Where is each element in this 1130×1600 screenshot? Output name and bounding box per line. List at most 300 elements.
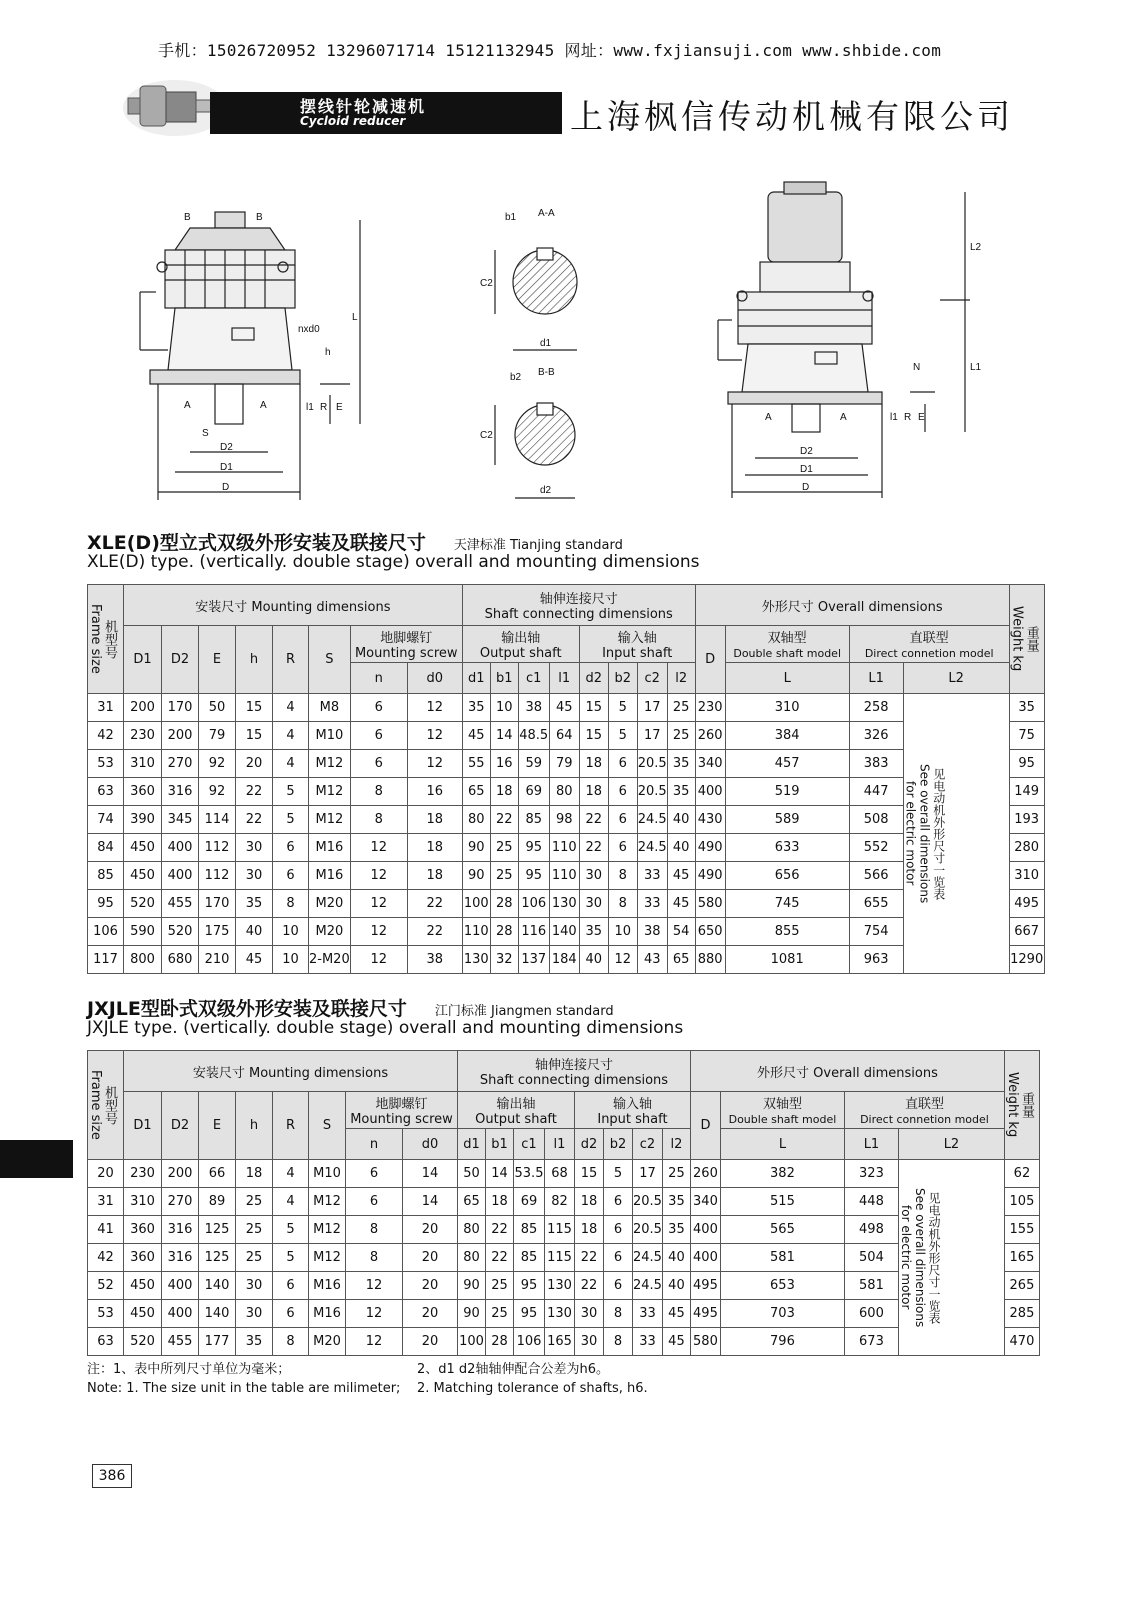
table-row bbox=[88, 1328, 1040, 1356]
table-cell: 22 bbox=[579, 834, 608, 862]
table-cell: 30 bbox=[579, 862, 608, 890]
table-cell: 35 bbox=[236, 890, 273, 918]
table-cell: 18 bbox=[407, 806, 462, 834]
col-R bbox=[273, 626, 309, 694]
table-cell: 390 bbox=[124, 806, 162, 834]
col-D-label: D bbox=[700, 1118, 711, 1133]
table-cell: 80 bbox=[458, 1216, 486, 1244]
table-cell: 15 bbox=[575, 1160, 604, 1188]
table-cell: 360 bbox=[124, 778, 162, 806]
table-cell: 20.5 bbox=[637, 750, 667, 778]
table-cell: 42 bbox=[88, 1244, 124, 1272]
table-row bbox=[88, 694, 1045, 722]
table-cell: 8 bbox=[273, 890, 309, 918]
col-S bbox=[309, 626, 351, 694]
weight-cn: 重量 bbox=[1018, 1091, 1034, 1118]
table-cell: 12 bbox=[350, 890, 407, 918]
table-cell: 495 bbox=[1009, 890, 1044, 918]
table-row bbox=[88, 778, 1045, 806]
table-cell: 115 bbox=[545, 1216, 575, 1244]
table-cell: 30 bbox=[236, 1272, 273, 1300]
table-cell: 4 bbox=[273, 750, 309, 778]
table-cell: 18 bbox=[407, 862, 462, 890]
table-cell: 130 bbox=[549, 890, 579, 918]
product-title: 摆线针轮减速机 bbox=[300, 97, 427, 116]
table-cell: 703 bbox=[720, 1300, 844, 1328]
col-n bbox=[350, 663, 407, 694]
table-cell: 10 bbox=[273, 918, 309, 946]
table-cell: 6 bbox=[273, 862, 309, 890]
table-cell: 20 bbox=[88, 1160, 124, 1188]
table-cell: 323 bbox=[844, 1160, 898, 1188]
table-cell: 110 bbox=[549, 862, 579, 890]
table-cell: 519 bbox=[725, 778, 849, 806]
col-d2 bbox=[579, 663, 608, 694]
double-cn: 双轴型 bbox=[762, 1097, 802, 1112]
table-cell: 25 bbox=[667, 694, 695, 722]
table-cell: 66 bbox=[199, 1160, 236, 1188]
table-cell: 4 bbox=[273, 722, 309, 750]
table-cell: 63 bbox=[88, 778, 124, 806]
table-cell: 6 bbox=[608, 834, 637, 862]
table-cell: 31 bbox=[88, 694, 124, 722]
label-E-right: E bbox=[918, 412, 925, 423]
table-cell: 17 bbox=[637, 722, 667, 750]
table-cell: 40 bbox=[662, 1272, 690, 1300]
table-cell: 35 bbox=[462, 694, 490, 722]
col-S bbox=[309, 1092, 346, 1160]
table-cell: 18 bbox=[579, 778, 608, 806]
table-cell: 170 bbox=[162, 694, 199, 722]
shaft-group-header bbox=[458, 1051, 691, 1092]
table-cell: M20 bbox=[309, 918, 351, 946]
col-E bbox=[199, 1092, 236, 1160]
output-en: Output shaft bbox=[479, 646, 562, 661]
table-cell: 35 bbox=[1009, 694, 1044, 722]
table-cell: 62 bbox=[1004, 1160, 1039, 1188]
weight-header bbox=[1009, 585, 1044, 694]
table-cell: 8 bbox=[346, 1216, 403, 1244]
table-cell: 310 bbox=[725, 694, 849, 722]
table-cell: 1290 bbox=[1009, 946, 1044, 974]
output-en: Output shaft bbox=[475, 1112, 557, 1127]
col-D1-label: D1 bbox=[133, 652, 152, 667]
table-cell: 12 bbox=[407, 750, 462, 778]
col-d1 bbox=[458, 1129, 486, 1160]
table-cell: 65 bbox=[667, 946, 695, 974]
table-cell: 12 bbox=[608, 946, 637, 974]
table-row bbox=[88, 1300, 1040, 1328]
table-cell: 52 bbox=[88, 1272, 124, 1300]
table-cell: 22 bbox=[486, 1244, 514, 1272]
table-cell: 140 bbox=[549, 918, 579, 946]
table-cell: M10 bbox=[309, 1160, 346, 1188]
table-cell: 230 bbox=[124, 722, 162, 750]
table-cell: 656 bbox=[725, 862, 849, 890]
table-cell: 200 bbox=[162, 1160, 199, 1188]
label-h: h bbox=[325, 347, 331, 358]
section1-subtitle: XLE(D) type. (vertically. double stage) overall and mounting dimensions bbox=[87, 552, 700, 572]
weight-en: Weight kg bbox=[1004, 1072, 1020, 1138]
table-cell: 95 bbox=[514, 1272, 545, 1300]
frame-header bbox=[88, 585, 124, 694]
table-cell: 40 bbox=[579, 946, 608, 974]
table-cell: M16 bbox=[309, 834, 351, 862]
table-cell: 5 bbox=[608, 722, 637, 750]
motor-note-en2: for electric motor bbox=[898, 1205, 913, 1310]
frame-cn: 机型号 bbox=[102, 1085, 117, 1125]
table-cell: M12 bbox=[309, 1244, 346, 1272]
table-cell: 400 bbox=[162, 862, 199, 890]
table-row bbox=[88, 1216, 1040, 1244]
table-cell: 5 bbox=[273, 806, 309, 834]
table-cell: 565 bbox=[720, 1216, 844, 1244]
col-R bbox=[273, 1092, 309, 1160]
table-cell: M12 bbox=[309, 806, 351, 834]
col-L2-label: L2 bbox=[943, 1136, 960, 1152]
table-cell: 43 bbox=[637, 946, 667, 974]
table-cell: 24.5 bbox=[633, 1272, 663, 1300]
table-cell: 10 bbox=[273, 946, 309, 974]
table-cell: 130 bbox=[545, 1272, 575, 1300]
section1-title-text: XLE(D)型立式双级外形安装及联接尺寸 bbox=[87, 532, 426, 554]
table-cell: 12 bbox=[346, 1272, 403, 1300]
table-cell: 20.5 bbox=[633, 1188, 663, 1216]
table-cell: 35 bbox=[667, 750, 695, 778]
col-L-label: L bbox=[783, 670, 791, 686]
table-cell: 140 bbox=[199, 1272, 236, 1300]
table-cell: 495 bbox=[690, 1300, 720, 1328]
motor-note-cell bbox=[903, 694, 1009, 974]
weight-header bbox=[1004, 1051, 1039, 1160]
table-cell: 580 bbox=[690, 1328, 720, 1356]
section1-standard: 天津标准 Tianjing standard bbox=[453, 538, 623, 553]
table-cell: 345 bbox=[162, 806, 199, 834]
table-cell: 6 bbox=[604, 1188, 633, 1216]
table-cell: 114 bbox=[199, 806, 236, 834]
table-cell: 89 bbox=[199, 1188, 236, 1216]
table-cell: 581 bbox=[720, 1244, 844, 1272]
label-b2: b2 bbox=[510, 372, 522, 383]
table-cell: 98 bbox=[549, 806, 579, 834]
table-cell: 6 bbox=[350, 722, 407, 750]
table-cell: 125 bbox=[199, 1216, 236, 1244]
table-cell: 95 bbox=[514, 1300, 545, 1328]
col-l1-label: l1 bbox=[553, 1136, 566, 1152]
table-cell: 130 bbox=[462, 946, 490, 974]
table-cell: 63 bbox=[88, 1328, 124, 1356]
table-cell: 69 bbox=[514, 1188, 545, 1216]
table-cell: 53 bbox=[88, 750, 124, 778]
table-cell: 455 bbox=[162, 1328, 199, 1356]
table-cell: 95 bbox=[1009, 750, 1044, 778]
table-cell: 28 bbox=[486, 1328, 514, 1356]
direct-cn: 直联型 bbox=[904, 1097, 944, 1112]
table-cell: 6 bbox=[608, 806, 637, 834]
table-cell: 68 bbox=[545, 1160, 575, 1188]
table-cell: 79 bbox=[549, 750, 579, 778]
col-l1 bbox=[545, 1129, 575, 1160]
col-L bbox=[725, 663, 849, 694]
label-A-A: A-A bbox=[538, 208, 555, 219]
col-c2-label: c2 bbox=[639, 1136, 656, 1152]
table-cell: 552 bbox=[849, 834, 903, 862]
table-cell: 28 bbox=[490, 890, 518, 918]
table-cell: 106 bbox=[514, 1328, 545, 1356]
col-L1-label: L1 bbox=[863, 1136, 880, 1152]
table-cell: 95 bbox=[518, 834, 549, 862]
double-cn: 双轴型 bbox=[767, 631, 807, 646]
table-cell: 8 bbox=[604, 1328, 633, 1356]
section2-title-text: JXJLE型卧式双级外形安装及联接尺寸 bbox=[87, 998, 407, 1020]
table-cell: 35 bbox=[667, 778, 695, 806]
table-cell: 41 bbox=[88, 1216, 124, 1244]
col-d0 bbox=[403, 1129, 458, 1160]
label-A-right: A bbox=[765, 412, 772, 423]
table-cell: 53 bbox=[88, 1300, 124, 1328]
input-cn: 输入轴 bbox=[612, 1097, 652, 1112]
company-box bbox=[562, 88, 1052, 136]
table-cell: 653 bbox=[720, 1272, 844, 1300]
table-row bbox=[88, 834, 1045, 862]
title-banner bbox=[210, 92, 1050, 134]
table-cell: 580 bbox=[695, 890, 725, 918]
table-cell: 310 bbox=[1009, 862, 1044, 890]
weight-en: Weight kg bbox=[1009, 606, 1025, 672]
table-cell: 90 bbox=[458, 1272, 486, 1300]
screw-header bbox=[350, 626, 462, 663]
table-cell: 112 bbox=[199, 862, 236, 890]
col-l1 bbox=[549, 663, 579, 694]
label-l1: l1 bbox=[306, 402, 314, 413]
table-cell: 35 bbox=[579, 918, 608, 946]
table-cell: 32 bbox=[490, 946, 518, 974]
note1-en: Note: 1. The size unit in the table are milimeter; bbox=[87, 1381, 401, 1396]
table-cell: 80 bbox=[549, 778, 579, 806]
table-cell: 5 bbox=[273, 1244, 309, 1272]
table-cell: 45 bbox=[662, 1328, 690, 1356]
technical-drawings bbox=[120, 180, 1060, 520]
label-A: A bbox=[184, 400, 191, 411]
table-cell: 25 bbox=[486, 1300, 514, 1328]
col-c1-label: c1 bbox=[521, 1136, 537, 1152]
table-cell: 25 bbox=[236, 1244, 273, 1272]
table-cell: 12 bbox=[350, 918, 407, 946]
label-B2: B bbox=[256, 212, 263, 223]
table-cell: 450 bbox=[124, 862, 162, 890]
table-cell: 8 bbox=[346, 1244, 403, 1272]
company-name: 上海枫信传动机械有限公司 bbox=[570, 97, 1014, 136]
table-cell: 340 bbox=[690, 1188, 720, 1216]
table-cell: 116 bbox=[518, 918, 549, 946]
table-cell: 22 bbox=[236, 806, 273, 834]
table-cell: 16 bbox=[490, 750, 518, 778]
col-R-label: R bbox=[285, 1118, 296, 1133]
table-cell: 316 bbox=[162, 1244, 199, 1272]
note2-cn: 2、d1 d2轴轴伸配合公差为h6。 bbox=[417, 1362, 609, 1377]
table-cell: 12 bbox=[350, 834, 407, 862]
table-cell: 15 bbox=[236, 722, 273, 750]
table-cell: 16 bbox=[407, 778, 462, 806]
table-cell: 5 bbox=[273, 1216, 309, 1244]
table-cell: 90 bbox=[462, 834, 490, 862]
table-cell: 45 bbox=[236, 946, 273, 974]
table-cell: 165 bbox=[1004, 1244, 1039, 1272]
overall-group: 外形尺寸 Overall dimensions bbox=[761, 599, 943, 615]
table-cell: 430 bbox=[695, 806, 725, 834]
table-cell: 8 bbox=[608, 862, 637, 890]
table-cell: 18 bbox=[486, 1188, 514, 1216]
table-cell: 14 bbox=[490, 722, 518, 750]
table-cell: 400 bbox=[162, 1272, 199, 1300]
table-cell: 400 bbox=[162, 1300, 199, 1328]
table-cell: 6 bbox=[273, 1300, 309, 1328]
col-D2 bbox=[162, 626, 199, 694]
table-cell: 400 bbox=[695, 778, 725, 806]
table-cell: 796 bbox=[720, 1328, 844, 1356]
output-cn: 输出轴 bbox=[501, 631, 541, 646]
table-cell: 85 bbox=[518, 806, 549, 834]
col-d0-label: d0 bbox=[421, 1136, 439, 1152]
col-b1-label: b1 bbox=[491, 1136, 508, 1152]
table-cell: 42 bbox=[88, 722, 124, 750]
table-cell: 22 bbox=[575, 1244, 604, 1272]
table-cell: 6 bbox=[273, 834, 309, 862]
mount-group: 安装尺寸 Mounting dimensions bbox=[195, 599, 391, 615]
table-cell: 80 bbox=[458, 1244, 486, 1272]
jxjle-dimension-table bbox=[87, 1050, 1040, 1356]
table-cell: 90 bbox=[462, 862, 490, 890]
col-L bbox=[720, 1129, 844, 1160]
table-cell: 490 bbox=[695, 862, 725, 890]
table-cell: 20 bbox=[403, 1244, 458, 1272]
col-D1 bbox=[124, 1092, 162, 1160]
shaft-group-en: Shaft connecting dimensions bbox=[484, 607, 673, 622]
table-cell: 85 bbox=[514, 1244, 545, 1272]
table-cell: 6 bbox=[273, 1272, 309, 1300]
table-cell: 25 bbox=[667, 722, 695, 750]
table-cell: 382 bbox=[720, 1160, 844, 1188]
table-cell: 855 bbox=[725, 918, 849, 946]
label-B-B: B-B bbox=[538, 367, 555, 378]
table-cell: 8 bbox=[604, 1300, 633, 1328]
table-cell: 38 bbox=[407, 946, 462, 974]
table-cell: 92 bbox=[199, 750, 236, 778]
table-cell: 508 bbox=[849, 806, 903, 834]
table-cell: 230 bbox=[124, 1160, 162, 1188]
table-cell: 316 bbox=[162, 1216, 199, 1244]
table-cell: 450 bbox=[124, 834, 162, 862]
table-cell: 24.5 bbox=[633, 1244, 663, 1272]
screw-cn: 地脚螺钉 bbox=[375, 1097, 428, 1112]
overall-group: 外形尺寸 Overall dimensions bbox=[757, 1065, 938, 1081]
table-cell: 22 bbox=[407, 890, 462, 918]
table-row bbox=[88, 862, 1045, 890]
table-row bbox=[88, 722, 1045, 750]
contact-line: 手机：15026720952 13296071714 15121132945 网址：www.fxjiansuji.com www.shbide.com bbox=[158, 41, 942, 60]
label-L1: L1 bbox=[970, 362, 982, 373]
table-cell: M16 bbox=[309, 1300, 346, 1328]
table-cell: 50 bbox=[458, 1160, 486, 1188]
table-cell: 6 bbox=[350, 694, 407, 722]
table-cell: 30 bbox=[579, 890, 608, 918]
table-cell: 92 bbox=[199, 778, 236, 806]
double-header bbox=[725, 626, 849, 663]
col-c1 bbox=[514, 1129, 545, 1160]
col-h bbox=[236, 626, 273, 694]
label-R-right: R bbox=[904, 412, 912, 423]
table-cell: M12 bbox=[309, 1216, 346, 1244]
table-cell: 65 bbox=[458, 1188, 486, 1216]
col-c2-label: c2 bbox=[644, 670, 660, 686]
shaft-group-header bbox=[462, 585, 695, 626]
table-cell: 18 bbox=[579, 750, 608, 778]
col-c1 bbox=[518, 663, 549, 694]
col-L1 bbox=[849, 663, 903, 694]
col-L2 bbox=[898, 1129, 1004, 1160]
notes bbox=[87, 1360, 648, 1398]
label-D1-right: D1 bbox=[800, 464, 813, 475]
table-cell: 110 bbox=[462, 918, 490, 946]
product-subtitle: Cycloid reducer bbox=[300, 114, 406, 128]
table-cell: 360 bbox=[124, 1244, 162, 1272]
table-cell: 40 bbox=[236, 918, 273, 946]
col-R-label: R bbox=[285, 652, 296, 667]
col-d0 bbox=[407, 663, 462, 694]
label-D1: D1 bbox=[220, 462, 233, 473]
col-l2 bbox=[667, 663, 695, 694]
col-S-label: S bbox=[322, 1118, 332, 1133]
table-cell: 6 bbox=[604, 1244, 633, 1272]
input-en: Input shaft bbox=[597, 1112, 668, 1127]
table-cell: 326 bbox=[849, 722, 903, 750]
table-cell: M12 bbox=[309, 778, 351, 806]
table-cell: 450 bbox=[124, 1272, 162, 1300]
table-cell: 106 bbox=[518, 890, 549, 918]
table-cell: 12 bbox=[350, 862, 407, 890]
table-cell: 82 bbox=[545, 1188, 575, 1216]
table-cell: 31 bbox=[88, 1188, 124, 1216]
table-cell: 38 bbox=[518, 694, 549, 722]
frame-header bbox=[88, 1051, 124, 1160]
table-cell: 33 bbox=[637, 890, 667, 918]
label-D2: D2 bbox=[220, 442, 233, 453]
table-cell: 12 bbox=[407, 722, 462, 750]
table-cell: 6 bbox=[346, 1188, 403, 1216]
table-cell: 495 bbox=[690, 1272, 720, 1300]
table-cell: 35 bbox=[236, 1328, 273, 1356]
table-cell: 400 bbox=[690, 1216, 720, 1244]
table-cell: 18 bbox=[575, 1188, 604, 1216]
direct-en: Direct connetion model bbox=[860, 1113, 989, 1126]
table-cell: 447 bbox=[849, 778, 903, 806]
table-cell: 74 bbox=[88, 806, 124, 834]
col-L2 bbox=[903, 663, 1009, 694]
col-E-label: E bbox=[212, 652, 222, 667]
table-cell: 450 bbox=[124, 1300, 162, 1328]
col-b2 bbox=[604, 1129, 633, 1160]
label-N: N bbox=[913, 362, 921, 373]
table-cell: 85 bbox=[514, 1216, 545, 1244]
table-cell: 170 bbox=[199, 890, 236, 918]
frame-cn: 机型号 bbox=[102, 619, 117, 659]
table-cell: 515 bbox=[720, 1188, 844, 1216]
col-h-label: h bbox=[249, 1118, 259, 1133]
table-cell: 18 bbox=[407, 834, 462, 862]
table-cell: 673 bbox=[844, 1328, 898, 1356]
table-cell: 25 bbox=[236, 1216, 273, 1244]
shaft-group-cn: 轴伸连接尺寸 bbox=[539, 592, 618, 607]
